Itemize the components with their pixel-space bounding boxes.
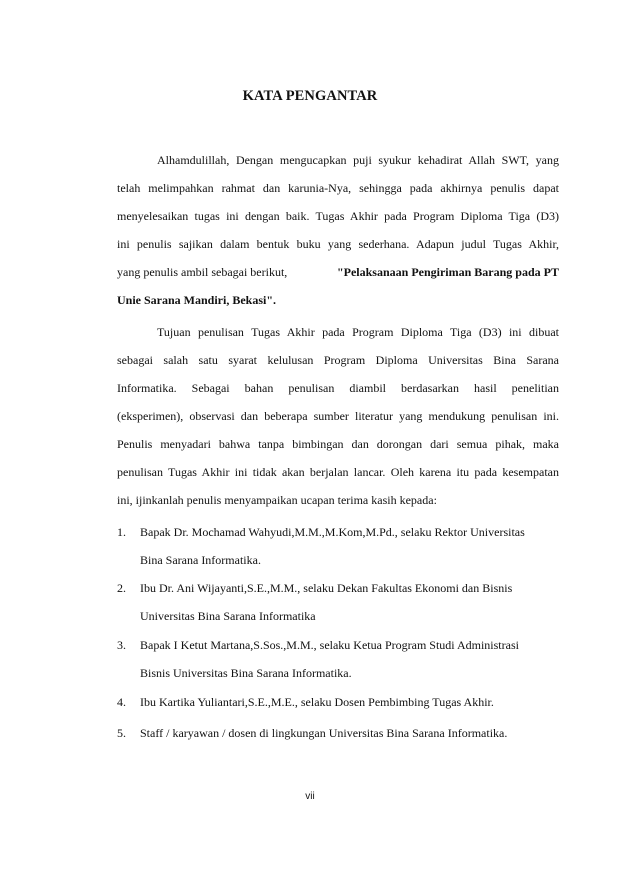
paragraph-line (117, 264, 559, 280)
paragraph-line: (eksperimen), observasi dan beberapa sumber literatur yang mendukung penulisan ini. (117, 409, 559, 423)
paragraph-text: yang penulis ambil sebagai berikut, (117, 265, 288, 279)
list-number: 5. (117, 726, 126, 740)
list-item: Bapak I Ketut Martana,S.Sos.,M.M., selaku Ketua Program Studi Administrasi (140, 638, 519, 652)
list-number: 1. (117, 525, 126, 539)
list-item: Staff / karyawan / dosen di lingkungan Universitas Bina Sarana Informatika. (140, 726, 508, 740)
paragraph-line: ini, ijinkanlah penulis menyampaikan ucapan terima kasih kepada: (117, 493, 437, 507)
page-number: vii (305, 791, 315, 802)
list-number: 2. (117, 581, 126, 595)
paragraph-line: Alhamdulillah, Dengan mengucapkan puji syukur kehadirat Allah SWT, yang (157, 153, 559, 167)
list-number: 3. (117, 638, 126, 652)
report-title-text: Unie Sarana Mandiri, Bekasi". (117, 293, 277, 307)
paragraph-line: Penulis menyadari bahwa tanpa bimbingan dan dorongan dari semua pihak, maka (117, 437, 559, 451)
page-title: KATA PENGANTAR (242, 88, 378, 104)
list-item: Ibu Kartika Yuliantari,S.E.,M.E., selaku Dosen Pembimbing Tugas Akhir. (140, 695, 494, 709)
list-item: Ibu Dr. Ani Wijayanti,S.E.,M.M., selaku Dekan Fakultas Ekonomi dan Bisnis (140, 581, 513, 595)
paragraph-line: sebagai salah satu syarat kelulusan Program Diploma Universitas Bina Sarana (117, 353, 559, 367)
list-item: Universitas Bina Sarana Informatika (140, 609, 316, 623)
list-item: Bapak Dr. Mochamad Wahyudi,M.M.,M.Kom,M.Pd., selaku Rektor Universitas (140, 525, 525, 539)
list-item: Bina Sarana Informatika. (140, 553, 261, 567)
report-title-text: "Pelaksanaan Pengiriman Barang pada PT (336, 265, 559, 279)
paragraph-line: telah melimpahkan rahmat dan karunia-Nya, sehingga pada akhirnya penulis dapat (117, 181, 559, 195)
paragraph-line: Informatika. Sebagai bahan penulisan diambil berdasarkan hasil penelitian (117, 381, 559, 395)
paragraph-line: Tujuan penulisan Tugas Akhir pada Program Diploma Tiga (D3) ini dibuat (157, 325, 559, 339)
paragraph-line: penulisan Tugas Akhir ini tidak akan berjalan lancar. Oleh karena itu pada kesempatan (117, 465, 559, 479)
paragraph-line: ini penulis sajikan dalam bentuk buku yang sederhana. Adapun judul Tugas Akhir, (117, 237, 559, 251)
list-item: Bisnis Universitas Bina Sarana Informatika. (140, 666, 352, 680)
list-number: 4. (117, 695, 126, 709)
paragraph-line: menyelesaikan tugas ini dengan baik. Tugas Akhir pada Program Diploma Tiga (D3) (117, 209, 559, 223)
